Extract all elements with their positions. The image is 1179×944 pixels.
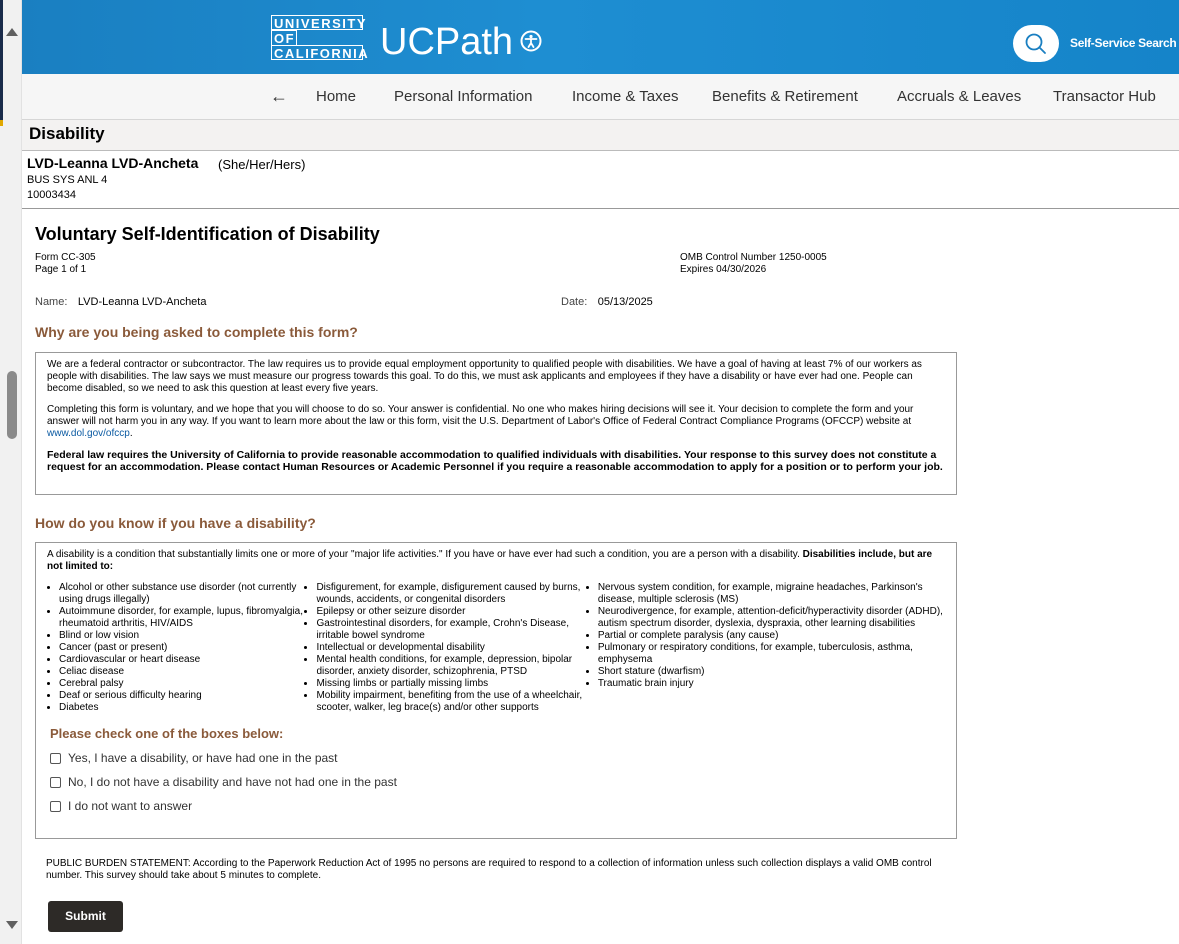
why-box [35, 352, 957, 495]
list-item: • Neurodivergence, for example, attention-deficit/hyperactivity disorder (ADHD), autism spectrum disorder, dyslexia, dyspraxia, other learning disabilities [598, 606, 945, 630]
how-intro-text: A disability is a condition that substantially limits one or more of your "major life activities." If you have or have ever had such a condition, you are a person with a disability. [47, 549, 803, 560]
name-row [35, 292, 206, 310]
scroll-down-arrow-icon[interactable] [6, 921, 18, 929]
frame-edge-accent [0, 120, 3, 126]
list-item: • Cancer (past or present) [59, 642, 304, 654]
disability-column-1 [47, 582, 304, 714]
why-heading: Why are you being asked to complete this form? [35, 324, 358, 340]
submit-button[interactable]: Submit [48, 901, 123, 932]
list-item: • Alcohol or other substance use disorder (not currently using drugs illegally) [59, 582, 304, 606]
disability-list [47, 582, 945, 714]
app-header [22, 0, 1179, 74]
nav-transactor-hub[interactable]: Transactor Hub [1053, 88, 1156, 105]
form-title: Voluntary Self-Identification of Disability [35, 224, 380, 244]
list-item: • Disfigurement, for example, disfigurement caused by burns, wounds, accidents, or congenital disorders [316, 582, 585, 606]
list-item: • Autoimmune disorder, for example, lupus, fibromyalgia, rheumatoid arthritis, HIV/AIDS [59, 606, 304, 630]
search-label[interactable]: Self-Service Search [1070, 36, 1177, 50]
why-paragraph-2-text: Completing this form is voluntary, and we hope that you will choose to do so. Your answer is confidential. No one who makes hiring decisions will see it. Your decision to complete the form and your answer will not harm you in any way. If you want to learn more about the law or this form, visit the U.S. Department of Labor's Office of Federal Contract Compliance Programs (OFCCP) website at [47, 404, 914, 427]
page-title-bar [22, 120, 1179, 151]
search-button[interactable] [1013, 25, 1059, 62]
list-item: • Mobility impairment, benefiting from the use of a wheelchair, scooter, walker, leg brace(s) and/or other supports [316, 690, 585, 714]
option-yes-checkbox[interactable] [50, 753, 61, 764]
frame-edge [0, 0, 3, 120]
omb-expires: Expires 04/30/2026 [680, 264, 767, 275]
list-item: • Deaf or serious difficulty hearing [59, 690, 304, 702]
public-burden-statement: PUBLIC BURDEN STATEMENT: According to the Paperwork Reduction Act of 1995 no persons are required to respond to a collection of information unless such collection displays a valid OMB control number. This survey should take about 5 minutes to complete. [46, 858, 932, 881]
search-icon [1024, 32, 1048, 56]
date-row [561, 292, 653, 310]
nav-accruals-leaves[interactable]: Accruals & Leaves [897, 88, 1022, 105]
list-item: • Nervous system condition, for example, migraine headaches, Parkinson's disease, multiple sclerosis (MS) [598, 582, 945, 606]
employee-header [22, 151, 1179, 209]
option-decline-label[interactable]: I do not want to answer [68, 799, 193, 813]
omb-number: OMB Control Number 1250-0005 [680, 252, 827, 263]
list-item: • Celiac disease [59, 666, 304, 678]
list-item: • Blind or low vision [59, 630, 304, 642]
list-item: • Mental health conditions, for example, depression, bipolar disorder, anxiety disorder, schizophrenia, PTSD [316, 654, 585, 678]
how-intro [47, 549, 945, 573]
nav-benefits-retirement[interactable]: Benefits & Retirement [712, 88, 858, 105]
date-value: 05/13/2025 [597, 296, 653, 308]
disability-column-2 [304, 582, 585, 714]
logo-line-1: UNIVERSITY [271, 15, 363, 30]
list-item: • Diabetes [59, 702, 304, 714]
nav-personal-information[interactable]: Personal Information [394, 88, 533, 105]
option-decline[interactable] [50, 800, 945, 812]
list-item: • Short stature (dwarfism) [598, 666, 945, 678]
how-heading: How do you know if you have a disability? [35, 515, 316, 531]
main-nav [22, 74, 1179, 120]
employee-job-title: BUS SYS ANL 4 [27, 174, 108, 186]
scroll-up-arrow-icon[interactable] [6, 28, 18, 36]
form-page-info: Page 1 of 1 [35, 264, 87, 275]
left-scrollbar[interactable] [0, 0, 22, 944]
form-meta-left [35, 252, 96, 276]
list-item: • Partial or complete paralysis (any cause) [598, 630, 945, 642]
why-paragraph-3: Federal law requires the University of California to provide reasonable accommodation to qualified individuals with disabilities. Your response to this survey does not constitute a request for an accommodation. Please contact Human Resources or Academic Personnel if you require a reasonable accommodation to apply for a position or to perform your job. [47, 449, 943, 473]
why-paragraph-1: We are a federal contractor or subcontractor. The law requires us to provide equal employment opportunity to qualified people with disabilities. We have a goal of having at least 7% of our workers as people with disabilities. The law says we must measure our progress towards this goal. To do this, we must ask applicants and employees if they have a disability or have ever had one. People can become disabled, so we need to ask this question at least every five years. [47, 359, 922, 394]
why-paragraph-2 [47, 404, 945, 440]
app-title: UCPath [380, 21, 514, 63]
list-item: • Epilepsy or other seizure disorder [316, 606, 585, 618]
page-title: Disability [29, 124, 105, 143]
name-value: LVD-Leanna LVD-Ancheta [77, 296, 207, 308]
date-label: Date: [561, 296, 588, 308]
nav-home[interactable]: Home [316, 88, 357, 105]
how-intro-bold: Disabilities include, but are not limited to: [47, 549, 933, 572]
form-meta-right [680, 252, 827, 276]
list-item: • Traumatic brain injury [598, 678, 945, 690]
employee-pronouns: (She/Her/Hers) [218, 157, 306, 172]
disability-column-3 [586, 582, 945, 714]
nav-income-taxes[interactable]: Income & Taxes [572, 88, 679, 105]
accessibility-icon[interactable] [520, 30, 542, 52]
list-item: • Cerebral palsy [59, 678, 304, 690]
logo-line-3: CALIFORNIA [271, 45, 363, 60]
employee-id: 10003434 [27, 189, 76, 201]
option-no-checkbox[interactable] [50, 777, 61, 788]
list-item: • Missing limbs or partially missing limbs [316, 678, 585, 690]
how-box [35, 542, 957, 839]
ofccp-link[interactable]: www.dol.gov/ofccp [47, 428, 130, 439]
check-heading: Please check one of the boxes below: [50, 726, 284, 741]
option-yes[interactable] [50, 752, 945, 764]
form-number: Form CC-305 [35, 252, 96, 263]
option-decline-checkbox[interactable] [50, 801, 61, 812]
why-paragraph-2-end: . [129, 428, 133, 439]
option-no[interactable] [50, 776, 945, 788]
list-item: • Cardiovascular or heart disease [59, 654, 304, 666]
uc-logo[interactable] [271, 15, 370, 61]
scrollbar-thumb[interactable] [7, 371, 17, 439]
employee-name: LVD-Leanna LVD-Ancheta [27, 155, 199, 171]
option-yes-label[interactable]: Yes, I have a disability, or have had one in the past [68, 751, 338, 765]
back-arrow-icon[interactable]: ← [270, 86, 288, 106]
option-no-label[interactable]: No, I do not have a disability and have not had one in the past [68, 775, 397, 789]
name-label: Name: [35, 296, 68, 308]
list-item: • Intellectual or developmental disability [316, 642, 585, 654]
list-item: • Gastrointestinal disorders, for example, Crohn's Disease, irritable bowel syndrome [316, 618, 585, 642]
logo-line-2: OF [271, 30, 297, 45]
list-item: • Pulmonary or respiratory conditions, for example, tuberculosis, asthma, emphysema [598, 642, 945, 666]
